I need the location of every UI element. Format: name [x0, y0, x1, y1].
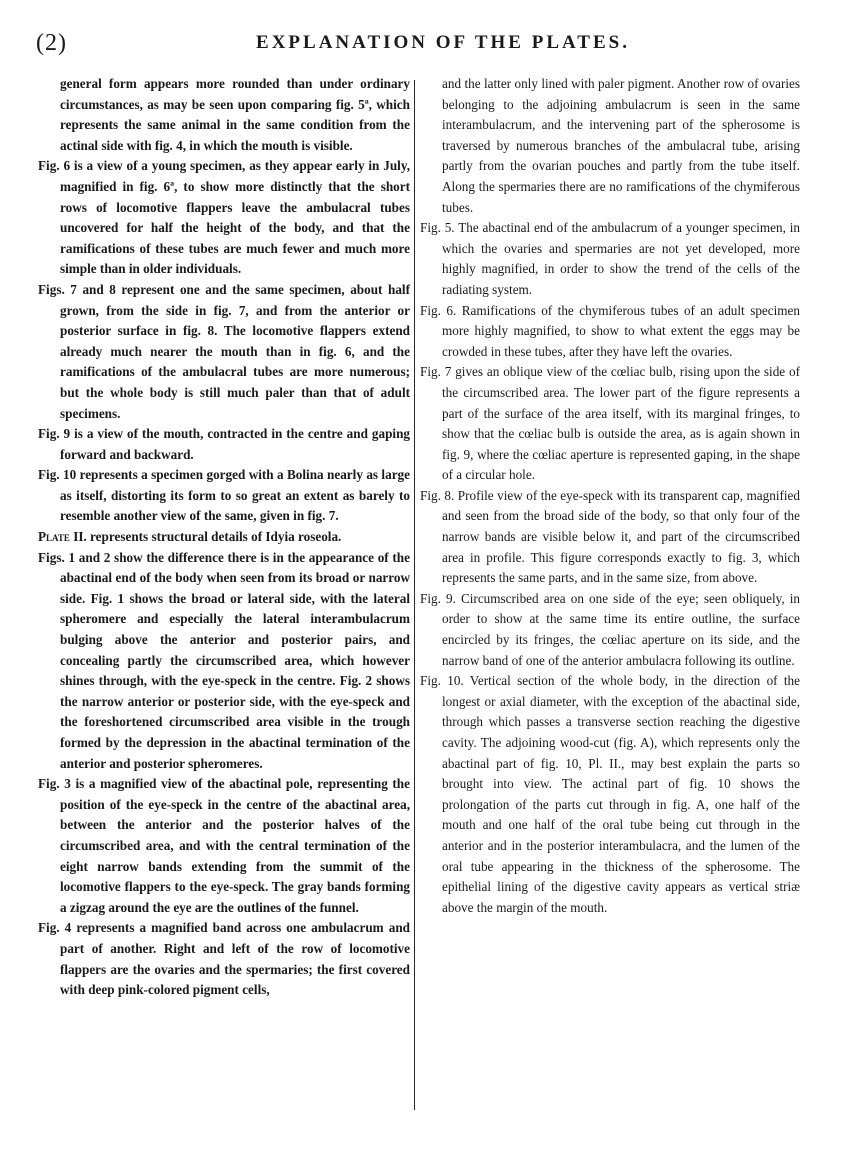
paragraph-pl2-fig-9: Fig. 9. Circumscribed area on one side of the eye; seen obliquely, in order to show at the same time its entire outline, the surface encircled by its fringes, the cœliac aperture on its side, and the narrow band of one of the anterior ambulacra following its outline.: [420, 590, 800, 668]
paragraph-pl2-fig-10: Fig. 10. Vertical section of the whole body, in the direction of the longest or axial diameter, with the exception of the abactinal side, through which passes a transverse section reaching the digestive cavity. The adjoining wood-cut (fig. A), which represents only the abactinal part of fig. 10, Pl. II., may best explain the parts so brought into view. The actinal part of fig. 10 shows the prolongation of the parts cut through in fig. A, one half of the mouth and one half of the oral tube being cut through in the anterior and in the posterior interambulacra, and the lumen of the oral tube appearing in the thickness of the spherosome. The epithelial lining of the digestive cavity appears as vertical striæ above the margin of the mouth.: [420, 673, 800, 915]
plate-label: Plate: [38, 529, 70, 545]
paragraph-fig-3: Fig. 3 is a magnified view of the abactinal pole, representing the position of the eye-speck in the centre of the abactinal area, between the anterior and the posterior halves of the circumscribed area, and with the central termination of the eight narrow bands extending from the summit of the locomotive flappers to the eye-speck. The gray bands forming a zigzag around the eye are the outlines of the funnel.: [38, 776, 410, 915]
running-title: EXPLANATION OF THE PLATES.: [256, 32, 630, 53]
paragraph-fig-10: Fig. 10 represents a specimen gorged with a Bolina nearly as large as itself, distorting its form to so great an extent as barely to resemble another view of the same, given in fig. 7.: [38, 467, 410, 524]
paragraph-plate-ii: [38, 527, 410, 548]
page-header: [36, 30, 826, 60]
paragraph-pl2-fig-8: Fig. 8. Profile view of the eye-speck with its transparent cap, magnified and seen from the broad side of the body, so that only four of the narrow bands are visible below it, and part of the circumscribed area in profile. This figure corresponds exactly to fig. 3, which represents the same parts, and in the same size, from above.: [420, 487, 800, 586]
left-column: [38, 74, 410, 1001]
column-divider: [414, 80, 415, 1110]
paragraph-figs-1-2: Figs. 1 and 2 show the difference there is in the appearance of the abactinal end of the body when seen from its broad or narrow side. Fig. 1 shows the broad or lateral side, with the lateral spheromere and especially the lateral interambulacrum bulging above the anterior and posterior pairs, and concealing partly the circumscribed area, which however shines through, with the eye-speck in the centre. Fig. 2 shows the narrow anterior or posterior side, with the eye-speck and the foreshortened circumscribed area visible in the trough formed by the depression in the abactinal termination of the anterior and posterior spheromeres.: [38, 549, 410, 771]
paragraph-fig-6: Fig. 6 is a view of a young specimen, as they appear early in July, magnified in fig. 6ª, to show more distinctly that the short rows of locomotive flappers leave the ambulacral tubes uncovered for half the height of the body, and that the ramifications of these tubes are much fewer and much more simple than in older individuals.: [38, 158, 410, 277]
paragraph-fig-4: Fig. 4 represents a magnified band across one ambulacrum and part of another. Right and left of the row of locomotive flappers are the ovaries and the spermaries; the first covered with deep pink-colored pigment cells,: [38, 920, 410, 998]
paragraph-continuation: general form appears more rounded than under ordinary circumstances, as may be seen upon comparing fig. 5ª, which represents the same animal in the same condition from the actinal side with fig. 4, in which the mouth is visible.: [60, 76, 410, 153]
paragraph-fig-4-continued: and the latter only lined with paler pigment. Another row of ovaries belonging to the adjoining ambulacrum is seen in the same interambulacrum, and the intervening part of the spherosome is traversed by numerous branches of the ambulacral tube, arising partly from the ovarian pouches and partly from the tube itself. Along the spermaries there are no ramifications of the chymiferous tubes.: [442, 76, 800, 215]
paragraph-figs-7-8: Figs. 7 and 8 represent one and the same specimen, about half grown, from the side in fig. 7, and from the anterior or posterior surface in fig. 8. The locomotive flappers extend already much nearer the mouth than in fig. 6, and the ramifications of the ambulacral tubes are more numerous; but the whole body is still much paler than that of adult specimens.: [38, 281, 410, 421]
paragraph-pl2-fig-5: Fig. 5. The abactinal end of the ambulacrum of a younger specimen, in which the ovaries and spermaries are not yet developed, more highly magnified, in order to show the trend of the cells of the radiating system.: [420, 220, 800, 297]
paragraph-pl2-fig-6: Fig. 6. Ramifications of the chymiferous tubes of an adult specimen more highly magnified, to show to what extent the eggs may be crowded in these tubes, after they have left the ovaries.: [420, 302, 800, 359]
right-column: [420, 74, 800, 918]
page-number: (2): [36, 30, 67, 56]
paragraph-fig-9: Fig. 9 is a view of the mouth, contracted in the centre and gaping forward and backward.: [38, 426, 410, 462]
plate-description: II. represents structural details of Idyia roseola.: [69, 529, 342, 545]
paragraph-pl2-fig-7: Fig. 7 gives an oblique view of the cœliac bulb, rising upon the side of the circumscribed area. The lower part of the figure represents a part of the surface of the area itself, with its marginal fringes, to show that the cœliac bulb is outside the area, as is again shown in fig. 9, where the cœliac aperture is represented gaping, in the shape of a circular hole.: [420, 364, 800, 483]
